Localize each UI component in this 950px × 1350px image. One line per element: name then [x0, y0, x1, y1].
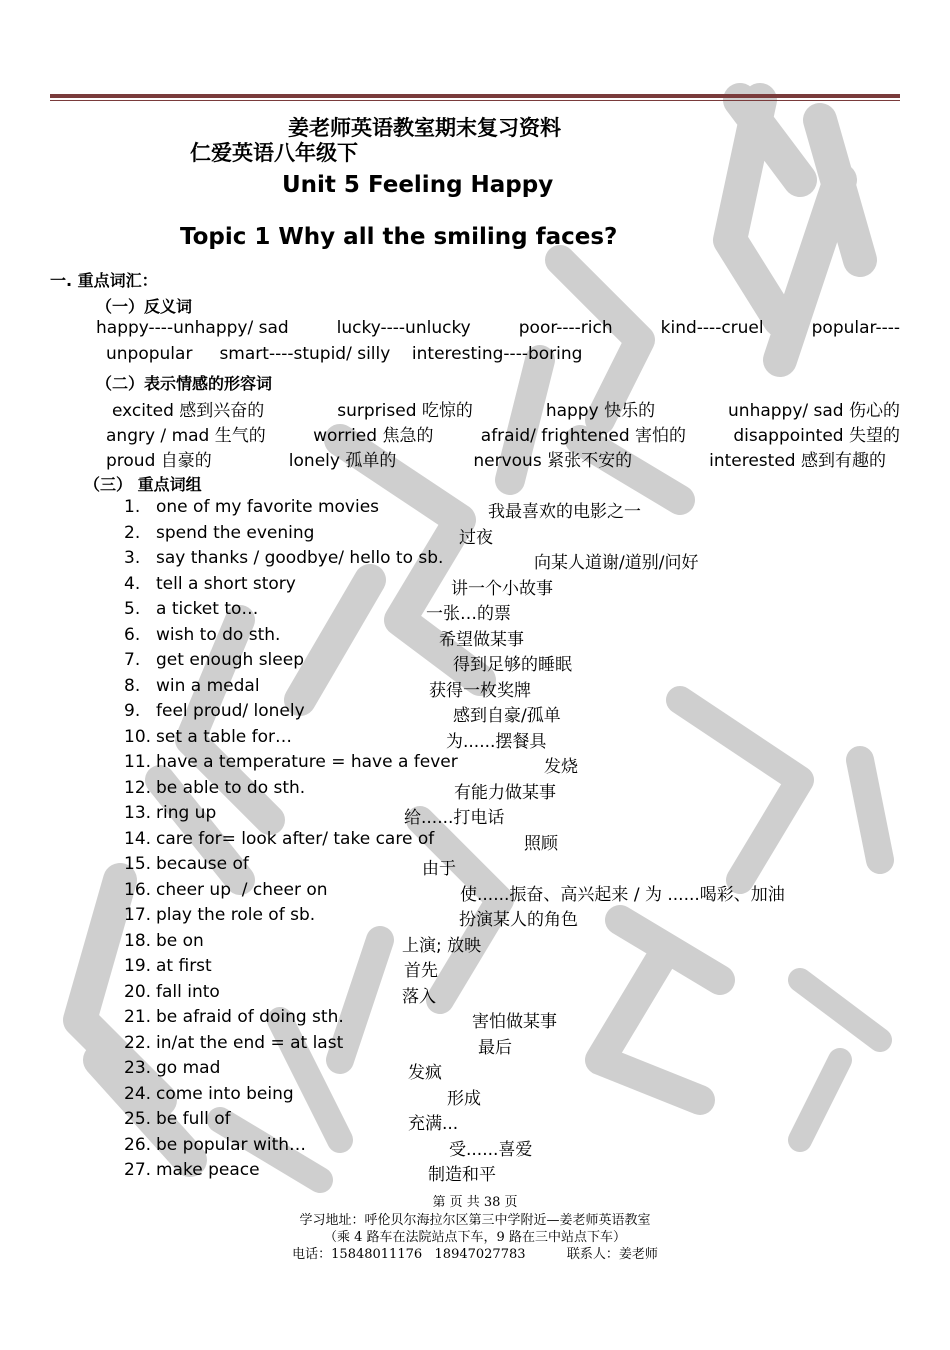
adjective-entry: afraid/ frightened 害怕的	[480, 426, 687, 446]
phrase-chinese: 发疯	[408, 1063, 442, 1083]
phrase-number: 2.	[124, 522, 141, 543]
phrase-chinese: 希望做某事	[439, 629, 524, 650]
footer-contact: 电话：15848011176 18947027783 联系人：姜老师	[292, 1247, 658, 1262]
phrase-number: 19.	[124, 956, 152, 976]
phrase-number: 6.	[124, 624, 141, 645]
phrase-english: tell a short story	[156, 573, 296, 594]
phrase-number: 5.	[124, 599, 141, 619]
unit-title: Unit 5 Feeling Happy	[282, 172, 554, 198]
phrase-english: at first	[156, 956, 212, 976]
document-title: 姜老师英语教室期末复习资料	[288, 116, 561, 140]
phrase-number: 12.	[124, 777, 152, 798]
phrase-chinese: 使......振奋、高兴起来 / 为 ......喝彩、加油	[460, 884, 785, 905]
adjectives-row-1	[106, 396, 900, 421]
phrase-english: be afraid of doing sth.	[156, 1007, 344, 1027]
phrase-number: 27.	[124, 1160, 152, 1180]
footer-bus-directions: （乘 4 路车在法院站点下车，9 路在三中站点下车）	[324, 1230, 626, 1245]
phrase-number: 21.	[124, 1007, 152, 1027]
phrase-chinese: 形成	[447, 1088, 481, 1109]
phrase-english: have a temperature = have a fever	[156, 752, 458, 772]
phrase-chinese: 得到足够的睡眠	[453, 655, 572, 675]
phrase-chinese: 扮演某人的角色	[459, 910, 578, 930]
phrase-english: spend the evening	[156, 522, 315, 543]
phrase-chinese: 有能力做某事	[454, 782, 556, 803]
phrase-english: a ticket to…	[156, 599, 259, 619]
phrase-english: get enough sleep	[156, 650, 304, 670]
phrase-number: 18.	[124, 930, 152, 951]
phrase-english: care for= look after/ take care of	[156, 828, 435, 849]
phrase-english: in/at the end = at last	[156, 1032, 344, 1053]
phrase-number: 23.	[124, 1058, 152, 1078]
phrase-number: 14.	[124, 828, 152, 849]
adjective-entry: surprised 吃惊的	[337, 401, 473, 421]
phrase-number: 13.	[124, 803, 152, 823]
adjective-entry: excited 感到兴奋的	[112, 401, 265, 421]
adjective-entry: unhappy/ sad 伤心的	[728, 401, 900, 421]
phrase-chinese: 由于	[422, 859, 456, 879]
phrase-chinese: 我最喜欢的电影之一	[488, 502, 641, 522]
antonym-pair: kind----cruel	[660, 318, 764, 338]
footer-address: 学习地址：呼伦贝尔海拉尔区第三中学附近—姜老师英语教室	[299, 1213, 651, 1228]
phrase-english: wish to do sth.	[156, 624, 281, 645]
phrase-chinese: 害怕做某事	[472, 1012, 557, 1032]
adjective-entry: proud 自豪的	[106, 451, 212, 471]
phrase-english: make peace	[156, 1160, 260, 1180]
antonym-pair: lucky----unlucky	[336, 318, 471, 338]
phrase-chinese: 给......打电话	[404, 808, 505, 828]
phrase-english: ring up	[156, 803, 217, 823]
phrase-number: 7.	[124, 650, 141, 670]
phrase-number: 9.	[124, 701, 141, 721]
phrase-chinese: 最后	[478, 1037, 512, 1058]
adjective-entry: happy 快乐的	[545, 401, 656, 421]
phrase-number: 15.	[124, 854, 152, 874]
phrase-english: play the role of sb.	[156, 905, 316, 925]
phrase-number: 3.	[124, 548, 141, 568]
section-heading-vocabulary: 一. 重点词汇：	[50, 271, 158, 290]
phrase-chinese: 上演; 放映	[402, 935, 482, 956]
subsection-emotion-adjectives: （二）表示情感的形容词	[96, 374, 273, 393]
phrase-chinese: 制造和平	[428, 1165, 496, 1185]
phrase-number: 11.	[124, 752, 152, 772]
phrase-chinese: 讲一个小故事	[451, 578, 553, 599]
phrase-chinese: 充满...	[408, 1114, 459, 1134]
phrase-chinese: 过夜	[459, 527, 493, 548]
phrase-english: be full of	[156, 1109, 231, 1129]
phrase-chinese: 向某人道谢/道别/问好	[534, 553, 699, 573]
phrase-chinese: 落入	[402, 986, 436, 1007]
phrase-english: come into being	[156, 1083, 294, 1104]
antonym-pair: poor----rich	[518, 318, 613, 338]
antonym-pair: happy----unhappy/ sad	[96, 318, 289, 338]
phrase-english: feel proud/ lonely	[156, 701, 305, 721]
subsection-antonyms: （一）反义词	[96, 297, 193, 316]
phrase-number: 16.	[124, 879, 152, 900]
phrase-english: one of my favorite movies	[156, 497, 380, 517]
phrase-number: 1.	[124, 497, 141, 517]
phrase-english: cheer up / cheer on	[156, 879, 328, 900]
phrase-chinese: 获得一枚奖牌	[429, 680, 531, 701]
phrase-english: be able to do sth.	[156, 777, 306, 798]
phrase-number: 22.	[124, 1032, 152, 1053]
adjectives-row-2	[106, 421, 900, 446]
adjective-entry: angry / mad 生气的	[106, 426, 266, 446]
footer-page-number: 第 页 共 38 页	[432, 1195, 518, 1210]
header-rule-thick	[50, 94, 900, 98]
adjective-entry: nervous 紧张不安的	[473, 451, 633, 471]
phrase-chinese: 一张…的票	[426, 604, 511, 624]
document-subtitle: 仁爱英语八年级下	[190, 141, 358, 165]
phrase-number: 10.	[124, 726, 152, 747]
header-rule-thin	[50, 100, 900, 101]
phrase-number: 17.	[124, 905, 152, 925]
phrase-number: 26.	[124, 1134, 152, 1155]
adjective-entry: worried 焦急的	[313, 426, 434, 446]
phrase-number: 25.	[124, 1109, 152, 1129]
antonyms-row-2: unpopular smart----stupid/ silly interesting----boring	[106, 344, 583, 364]
phrase-english: go mad	[156, 1058, 221, 1078]
adjectives-row-3	[106, 446, 886, 471]
phrase-chinese: 首先	[404, 961, 438, 981]
phrase-english: be on	[156, 930, 204, 951]
antonyms-row-1	[96, 318, 900, 338]
antonym-pair: popular----	[811, 318, 900, 338]
phrase-chinese: 受......喜爱	[449, 1139, 533, 1160]
adjective-entry: lonely 孤单的	[288, 451, 397, 471]
phrase-chinese: 为......摆餐具	[446, 731, 547, 752]
phrase-english: fall into	[156, 981, 220, 1002]
phrase-chinese: 发烧	[544, 757, 578, 777]
phrase-number: 8.	[124, 675, 141, 696]
phrase-chinese: 照顾	[524, 833, 558, 854]
phrase-english: be popular with…	[156, 1134, 307, 1155]
phrase-number: 4.	[124, 573, 141, 594]
topic-title: Topic 1 Why all the smiling faces?	[180, 224, 618, 250]
phrase-english: because of	[156, 854, 249, 874]
phrase-chinese: 感到自豪/孤单	[453, 706, 561, 726]
phrase-english: win a medal	[156, 675, 260, 696]
phrase-english: set a table for…	[156, 726, 293, 747]
phrase-number: 24.	[124, 1083, 152, 1104]
adjective-entry: interested 感到有趣的	[709, 451, 886, 471]
phrase-number: 20.	[124, 981, 152, 1002]
adjective-entry: disappointed 失望的	[733, 426, 900, 446]
phrase-english: say thanks / goodbye/ hello to sb.	[156, 548, 444, 568]
subsection-key-phrases: （三） 重点词组	[84, 475, 202, 494]
